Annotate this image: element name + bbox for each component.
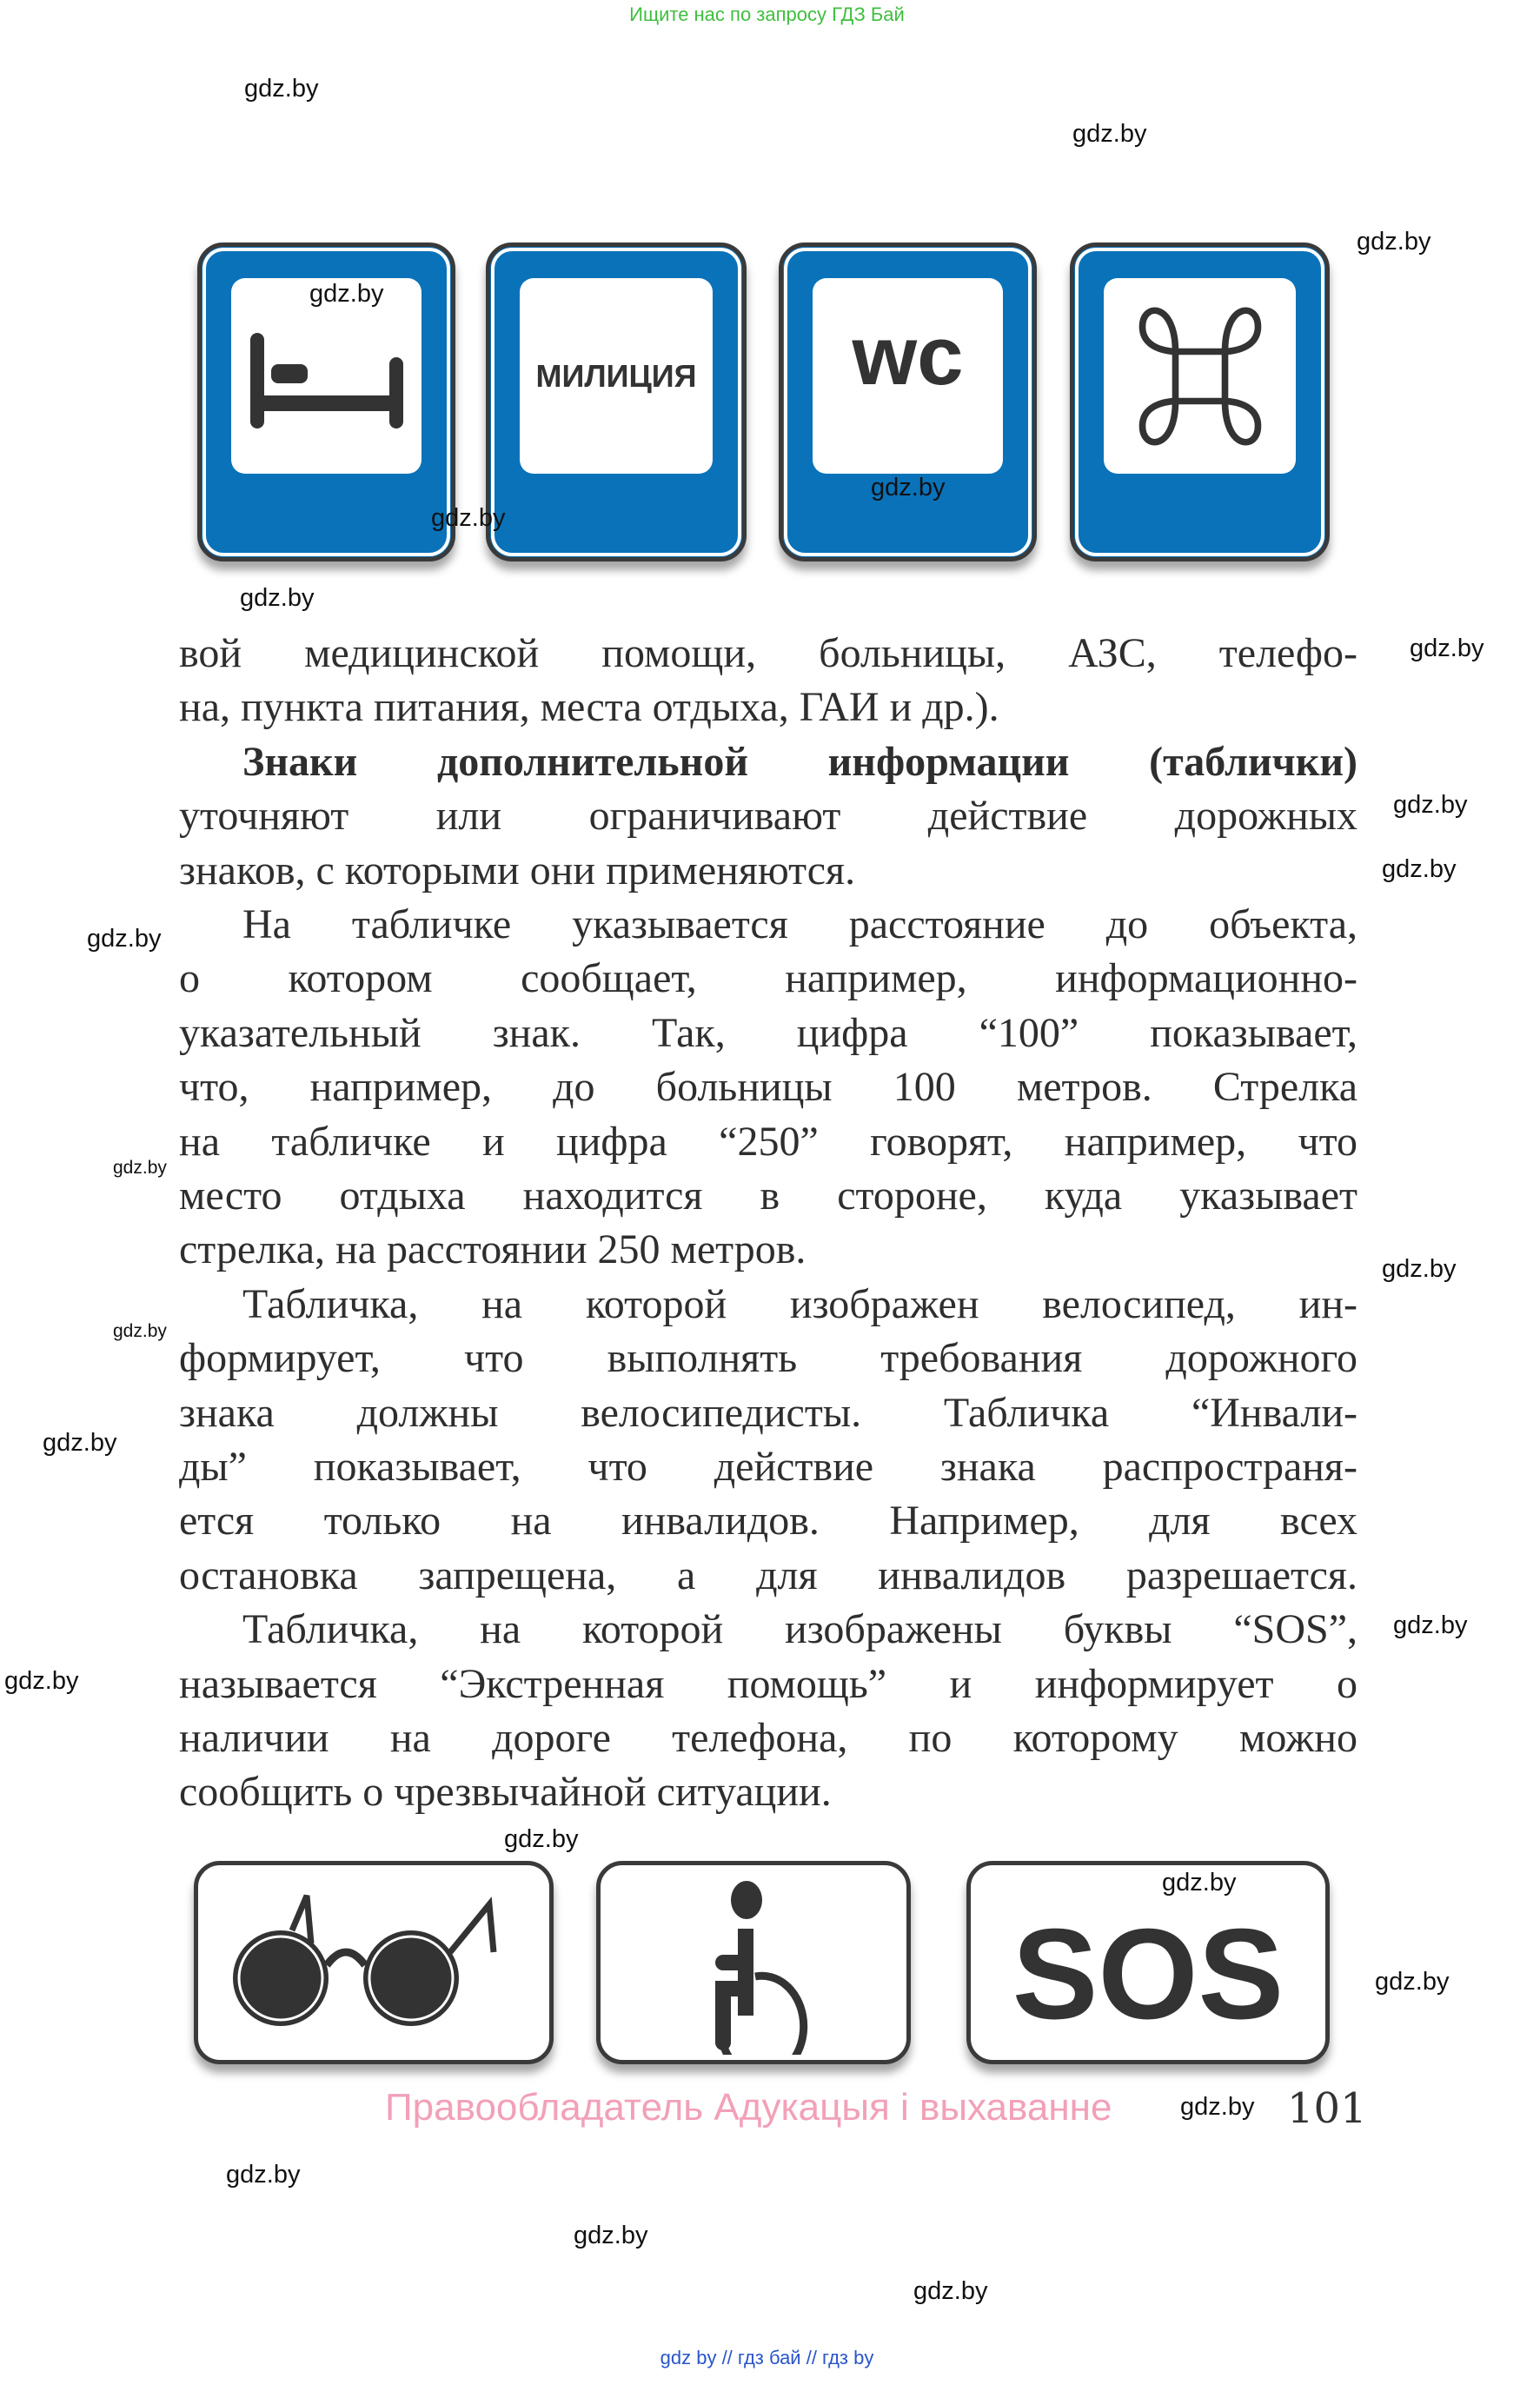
glasses-icon	[224, 1891, 520, 2039]
sign-wc	[779, 242, 1037, 561]
watermark: gdz.by	[113, 1158, 167, 1178]
watermark: gdz.by	[113, 1321, 167, 1341]
body-text-line: указательный знак. Так, цифра “100” показывает,	[179, 1009, 1357, 1056]
watermark: gdz.by	[1393, 1611, 1468, 1639]
watermark: gdz.by	[226, 2161, 301, 2189]
body-text-line: На табличке указывается расстояние до объекта,	[242, 901, 1357, 947]
watermark: gdz.by	[1180, 2093, 1255, 2121]
body-text-line: знака должны велосипедисты. Табличка “Инвали-	[179, 1389, 1357, 1436]
watermark: gdz.by	[431, 504, 506, 532]
body-text-line: ды” показывает, что действие знака распространя-	[179, 1444, 1357, 1490]
body-text-line: сообщить о чрезвычайной ситуации.	[179, 1769, 832, 1816]
watermark: gdz.by	[871, 474, 946, 502]
body-text-line: на табличке и цифра “250” говорят, например, что	[179, 1118, 1357, 1165]
watermark: gdz.by	[1410, 634, 1484, 662]
sign-disabled	[596, 1861, 911, 2064]
body-text-line: знаков, с которыми они применяются.	[179, 847, 856, 894]
sign-panel	[813, 278, 1003, 474]
copyright-owner: Правообладатель Адукацыя і выхаванне	[385, 2086, 1112, 2129]
body-text-line: что, например, до больницы 100 метров. Стрелка	[179, 1064, 1357, 1111]
police-label: МИЛИЦИЯ	[535, 357, 697, 394]
sign-blind-pedestrians	[194, 1861, 554, 2064]
watermark: gdz.by	[1382, 1255, 1457, 1283]
watermark: gdz.by	[1375, 1968, 1450, 1996]
body-text-line: наличии на дороге телефона, по которому можно	[179, 1715, 1357, 1761]
body-text-line: о котором сообщает, например, информационно-	[179, 955, 1357, 1002]
watermark: gdz.by	[1162, 1869, 1237, 1897]
watermark: gdz.by	[4, 1667, 79, 1695]
sign-sos	[966, 1861, 1330, 2064]
page-number: 101	[1287, 2084, 1367, 2133]
watermark: gdz.by	[1393, 791, 1468, 819]
bed-icon	[240, 316, 414, 437]
sign-police	[486, 242, 747, 561]
section-heading-line: Знаки дополнительной информации (таблички)	[242, 738, 1357, 785]
watermark: gdz.by	[244, 75, 319, 103]
watermark: gdz.by	[43, 1429, 117, 1457]
interchange-icon	[1118, 294, 1283, 459]
wheelchair-icon	[696, 1881, 818, 2055]
watermark: gdz.by	[504, 1825, 579, 1853]
body-text-line: Табличка, на которой изображены буквы “SOS”,	[242, 1606, 1357, 1653]
body-text-line: остановка запрещена, а для инвалидов разрешается.	[179, 1551, 1357, 1598]
watermark: gdz.by	[574, 2222, 648, 2249]
body-text-line: Табличка, на которой изображен велосипед, ин-	[242, 1280, 1357, 1327]
watermark: gdz.by	[1382, 855, 1457, 883]
body-text-line: на, пункта питания, места отдыха, ГАИ и др.).	[179, 684, 999, 731]
watermark: gdz.by	[240, 584, 315, 612]
body-text-line: уточняют или ограничивают действие дорожных	[179, 793, 1357, 840]
body-text-line: вой медицинской помощи, больницы, АЗС, телефо-	[179, 630, 1357, 676]
body-text-line: стрелка, на расстоянии 250 метров.	[179, 1226, 807, 1273]
sos-label: SOS	[1012, 1903, 1284, 2046]
watermark: gdz.by	[1072, 120, 1147, 148]
body-text-line: место отдыха находится в стороне, куда указывает	[179, 1173, 1357, 1219]
sign-panel	[520, 278, 713, 474]
wc-label: wc	[852, 309, 964, 402]
sign-cloverleaf	[1070, 242, 1330, 561]
watermark: gdz.by	[87, 925, 162, 953]
watermark: gdz.by	[1357, 228, 1431, 256]
watermark: gdz.by	[913, 2277, 988, 2305]
body-text-line: ется только на инвалидов. Например, для всех	[179, 1498, 1357, 1545]
body-text-line: формирует, что выполнять требования дорожного	[179, 1335, 1357, 1382]
watermark: gdz.by	[309, 280, 384, 308]
body-text-line: называется “Экстренная помощь” и информирует о	[179, 1660, 1357, 1707]
sign-panel	[1104, 278, 1296, 474]
site-links[interactable]: gdz by // гдз бай // гдз by	[660, 2347, 874, 2368]
search-hint: Ищите нас по запросу ГДЗ Бай	[629, 3, 905, 25]
